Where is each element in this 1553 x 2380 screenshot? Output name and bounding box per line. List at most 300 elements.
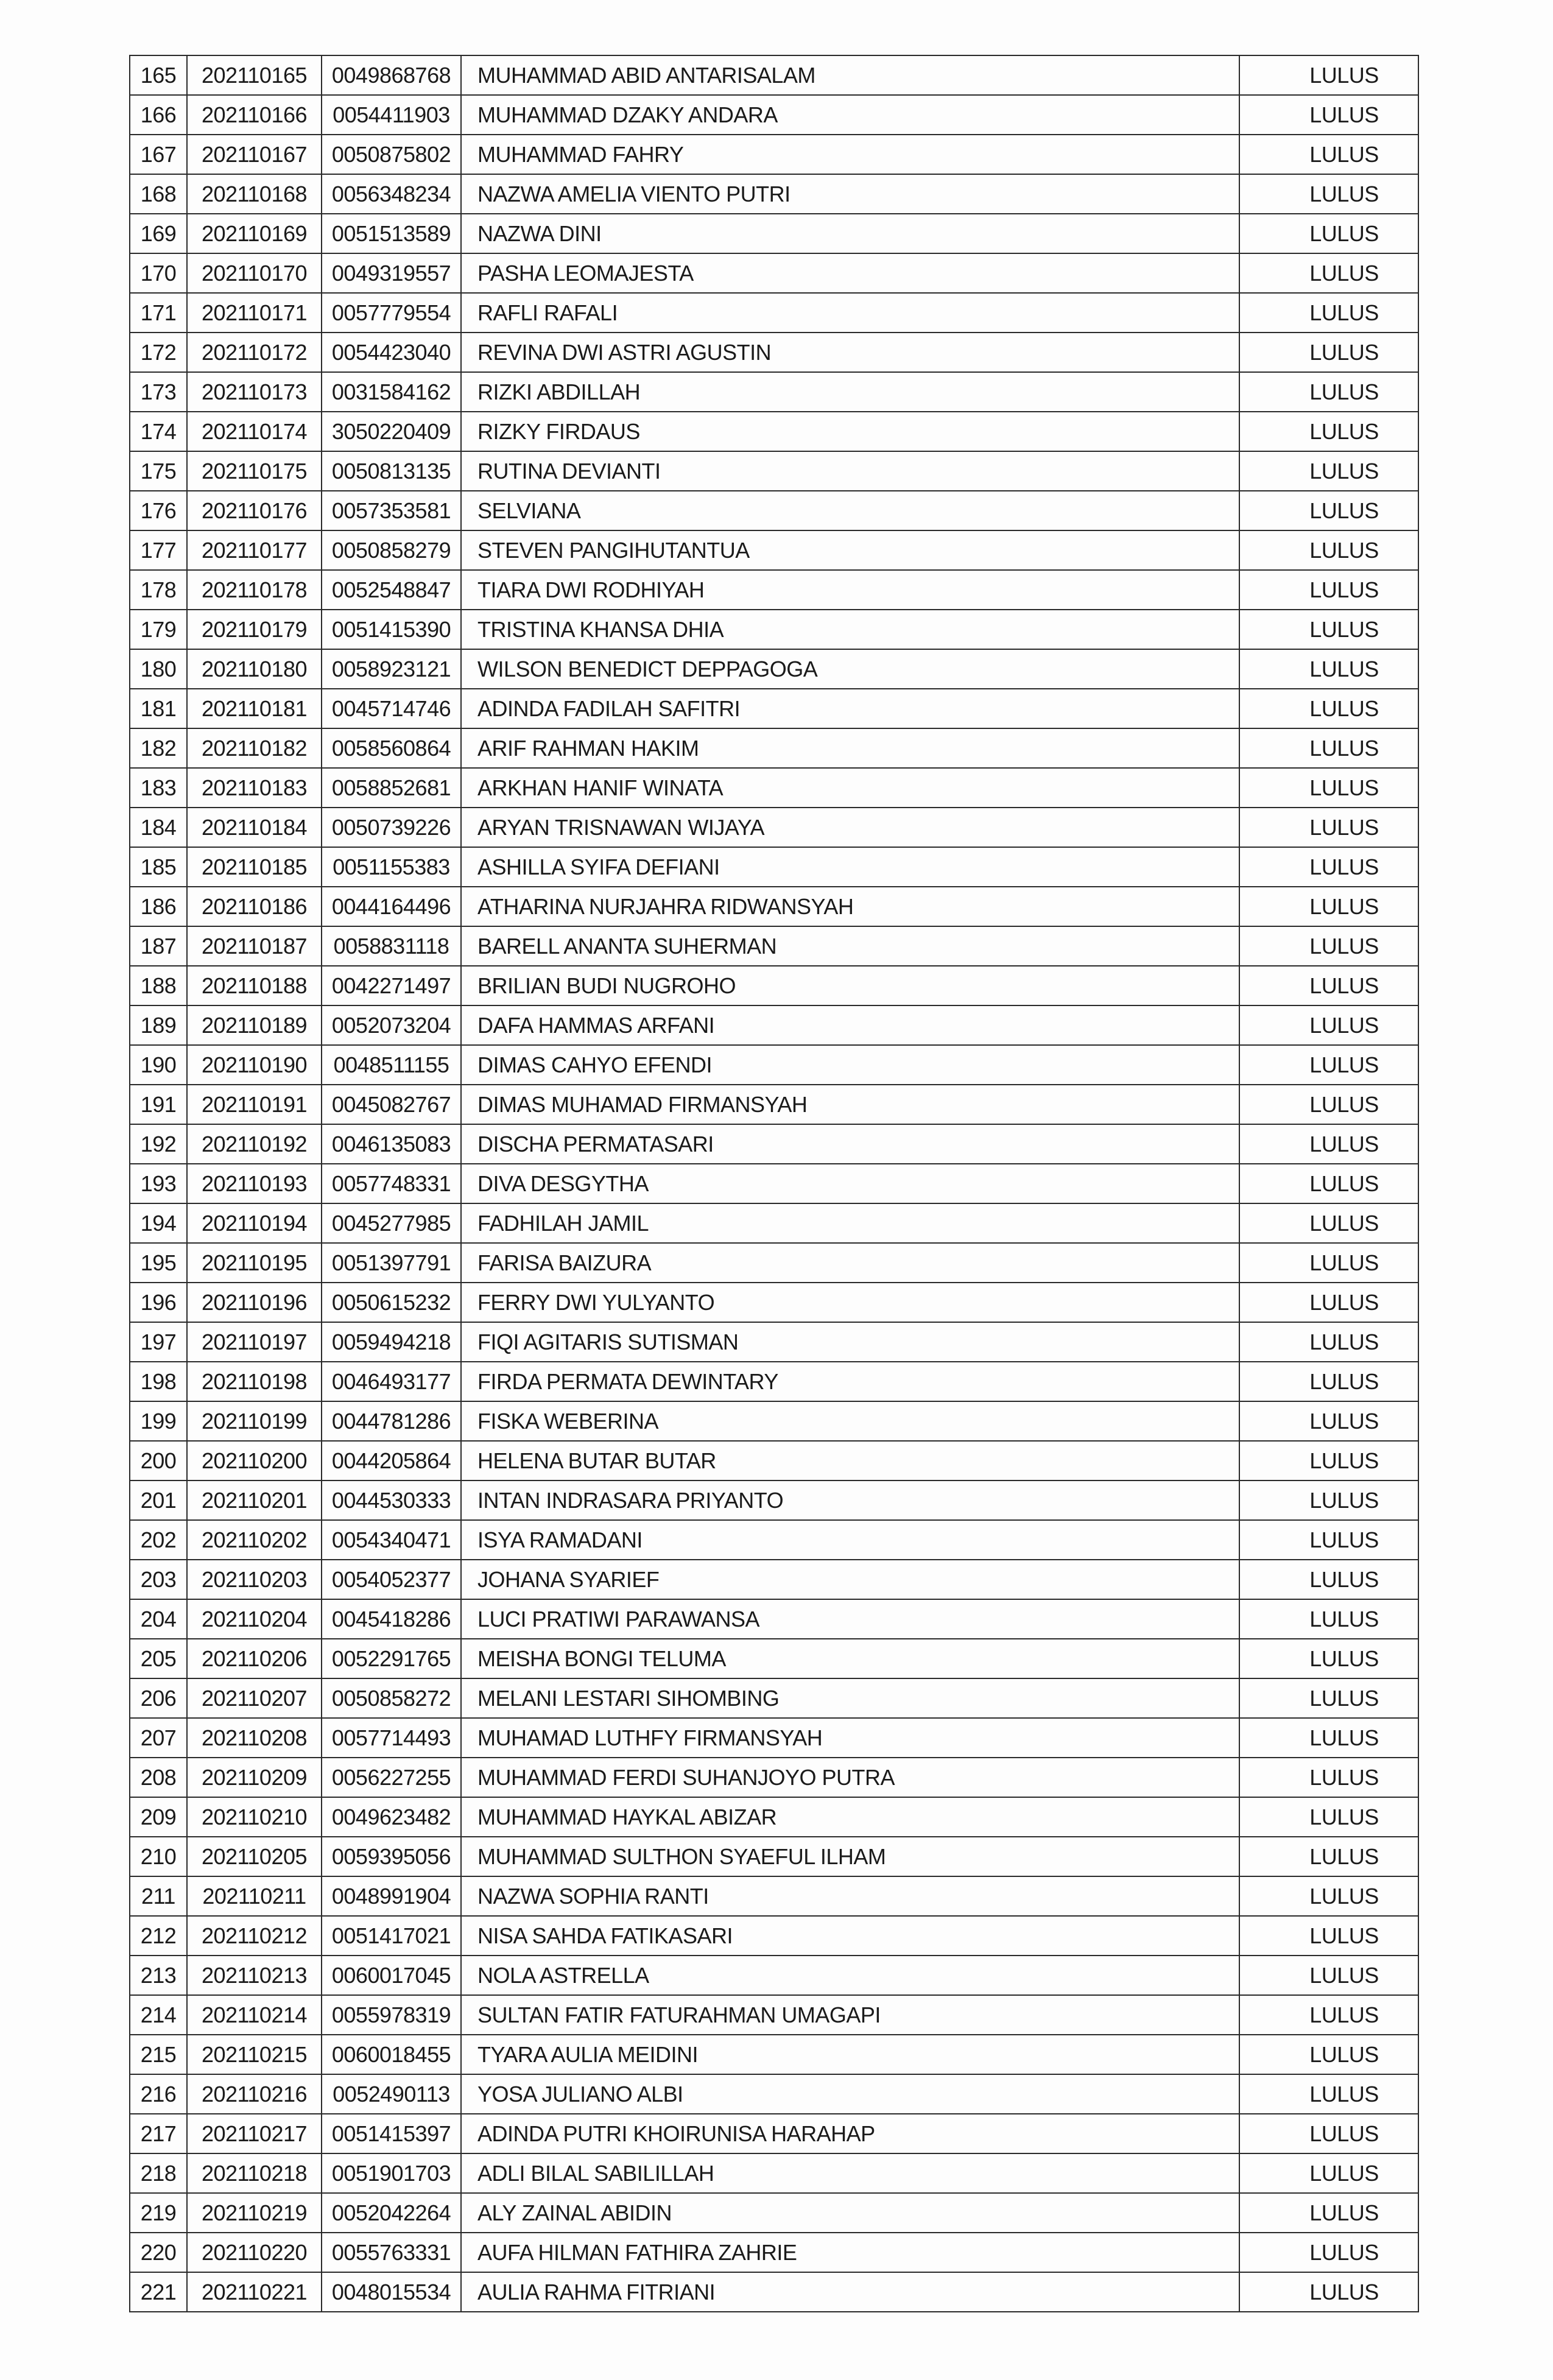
status-cell: LULUS — [1239, 2193, 1418, 2233]
status-cell: LULUS — [1239, 1362, 1418, 1401]
row-number-cell: 219 — [130, 2193, 187, 2233]
student-name-cell: DIMAS CAHYO EFENDI — [461, 1045, 1239, 1085]
national-id-cell: 0052291765 — [322, 1639, 461, 1678]
student-name-cell: AULIA RAHMA FITRIANI — [461, 2272, 1239, 2312]
student-name-cell: YOSA JULIANO ALBI — [461, 2074, 1239, 2114]
student-id-cell: 202110190 — [187, 1045, 322, 1085]
status-cell: LULUS — [1239, 1916, 1418, 1956]
row-number-cell: 211 — [130, 1876, 187, 1916]
student-name-cell: ARKHAN HANIF WINATA — [461, 768, 1239, 808]
row-number-cell: 194 — [130, 1203, 187, 1243]
student-id-cell: 202110183 — [187, 768, 322, 808]
student-id-cell: 202110217 — [187, 2114, 322, 2153]
national-id-cell: 0052490113 — [322, 2074, 461, 2114]
row-number-cell: 208 — [130, 1758, 187, 1797]
status-cell: LULUS — [1239, 214, 1418, 253]
status-cell: LULUS — [1239, 135, 1418, 174]
status-cell: LULUS — [1239, 2153, 1418, 2193]
table-row — [130, 214, 1418, 253]
row-number-cell: 185 — [130, 847, 187, 887]
student-id-cell: 202110186 — [187, 887, 322, 926]
student-id-cell: 202110203 — [187, 1560, 322, 1599]
student-id-cell: 202110201 — [187, 1480, 322, 1520]
table-row — [130, 372, 1418, 412]
table-row — [130, 1520, 1418, 1560]
status-cell: LULUS — [1239, 2035, 1418, 2074]
national-id-cell: 0057779554 — [322, 293, 461, 333]
row-number-cell: 200 — [130, 1441, 187, 1480]
table-row — [130, 728, 1418, 768]
table-row — [130, 2074, 1418, 2114]
national-id-cell: 0049623482 — [322, 1797, 461, 1837]
status-cell: LULUS — [1239, 1243, 1418, 1283]
row-number-cell: 179 — [130, 610, 187, 649]
row-number-cell: 204 — [130, 1599, 187, 1639]
student-name-cell: MUHAMMAD DZAKY ANDARA — [461, 95, 1239, 135]
status-cell: LULUS — [1239, 728, 1418, 768]
student-id-cell: 202110202 — [187, 1520, 322, 1560]
student-name-cell: WILSON BENEDICT DEPPAGOGA — [461, 649, 1239, 689]
student-name-cell: DISCHA PERMATASARI — [461, 1124, 1239, 1164]
student-name-cell: INTAN INDRASARA PRIYANTO — [461, 1480, 1239, 1520]
national-id-cell: 0045277985 — [322, 1203, 461, 1243]
student-id-cell: 202110189 — [187, 1005, 322, 1045]
student-name-cell: TIARA DWI RODHIYAH — [461, 570, 1239, 610]
row-number-cell: 220 — [130, 2233, 187, 2272]
student-id-cell: 202110196 — [187, 1283, 322, 1322]
table-row — [130, 1322, 1418, 1362]
student-name-cell: NAZWA SOPHIA RANTI — [461, 1876, 1239, 1916]
national-id-cell: 0051415390 — [322, 610, 461, 649]
row-number-cell: 198 — [130, 1362, 187, 1401]
national-id-cell: 0051513589 — [322, 214, 461, 253]
student-id-cell: 202110180 — [187, 649, 322, 689]
student-id-cell: 202110207 — [187, 1678, 322, 1718]
table-row — [130, 1916, 1418, 1956]
student-id-cell: 202110215 — [187, 2035, 322, 2074]
table-row — [130, 1678, 1418, 1718]
table-row — [130, 135, 1418, 174]
national-id-cell: 0057748331 — [322, 1164, 461, 1203]
student-id-cell: 202110200 — [187, 1441, 322, 1480]
student-id-cell: 202110213 — [187, 1956, 322, 1995]
row-number-cell: 167 — [130, 135, 187, 174]
student-id-cell: 202110172 — [187, 333, 322, 372]
student-name-cell: FISKA WEBERINA — [461, 1401, 1239, 1441]
national-id-cell: 0051901703 — [322, 2153, 461, 2193]
student-name-cell: LUCI PRATIWI PARAWANSA — [461, 1599, 1239, 1639]
student-id-cell: 202110197 — [187, 1322, 322, 1362]
national-id-cell: 0056348234 — [322, 174, 461, 214]
table-row — [130, 1045, 1418, 1085]
national-id-cell: 0044781286 — [322, 1401, 461, 1441]
status-cell: LULUS — [1239, 1085, 1418, 1124]
status-cell: LULUS — [1239, 95, 1418, 135]
row-number-cell: 191 — [130, 1085, 187, 1124]
row-number-cell: 181 — [130, 689, 187, 728]
status-cell: LULUS — [1239, 768, 1418, 808]
status-cell: LULUS — [1239, 1401, 1418, 1441]
student-name-cell: NISA SAHDA FATIKASARI — [461, 1916, 1239, 1956]
national-id-cell: 0045418286 — [322, 1599, 461, 1639]
table-row — [130, 412, 1418, 451]
row-number-cell: 177 — [130, 530, 187, 570]
status-cell: LULUS — [1239, 1441, 1418, 1480]
student-id-cell: 202110208 — [187, 1718, 322, 1758]
national-id-cell: 0054052377 — [322, 1560, 461, 1599]
national-id-cell: 0059494218 — [322, 1322, 461, 1362]
status-cell: LULUS — [1239, 1599, 1418, 1639]
national-id-cell: 0049868768 — [322, 55, 461, 95]
status-cell: LULUS — [1239, 2114, 1418, 2153]
student-name-cell: NOLA ASTRELLA — [461, 1956, 1239, 1995]
status-cell: LULUS — [1239, 333, 1418, 372]
status-cell: LULUS — [1239, 1045, 1418, 1085]
student-id-cell: 202110182 — [187, 728, 322, 768]
national-id-cell: 0058852681 — [322, 768, 461, 808]
student-id-cell: 202110181 — [187, 689, 322, 728]
status-cell: LULUS — [1239, 689, 1418, 728]
status-cell: LULUS — [1239, 1995, 1418, 2035]
table-row — [130, 1441, 1418, 1480]
student-name-cell: FARISA BAIZURA — [461, 1243, 1239, 1283]
table-row — [130, 926, 1418, 966]
student-id-cell: 202110168 — [187, 174, 322, 214]
national-id-cell: 0052042264 — [322, 2193, 461, 2233]
row-number-cell: 190 — [130, 1045, 187, 1085]
row-number-cell: 195 — [130, 1243, 187, 1283]
student-name-cell: ALY ZAINAL ABIDIN — [461, 2193, 1239, 2233]
national-id-cell: 0050739226 — [322, 808, 461, 847]
student-name-cell: DAFA HAMMAS ARFANI — [461, 1005, 1239, 1045]
student-name-cell: RUTINA DEVIANTI — [461, 451, 1239, 491]
national-id-cell: 0057714493 — [322, 1718, 461, 1758]
national-id-cell: 0045082767 — [322, 1085, 461, 1124]
student-name-cell: DIMAS MUHAMAD FIRMANSYAH — [461, 1085, 1239, 1124]
student-id-cell: 202110210 — [187, 1797, 322, 1837]
national-id-cell: 0054423040 — [322, 333, 461, 372]
student-id-cell: 202110185 — [187, 847, 322, 887]
row-number-cell: 171 — [130, 293, 187, 333]
status-cell: LULUS — [1239, 1758, 1418, 1797]
national-id-cell: 0050813135 — [322, 451, 461, 491]
student-name-cell: PASHA LEOMAJESTA — [461, 253, 1239, 293]
student-name-cell: TYARA AULIA MEIDINI — [461, 2035, 1239, 2074]
student-id-cell: 202110167 — [187, 135, 322, 174]
status-cell: LULUS — [1239, 2272, 1418, 2312]
table-row — [130, 1283, 1418, 1322]
national-id-cell: 0050858272 — [322, 1678, 461, 1718]
national-id-cell: 0048991904 — [322, 1876, 461, 1916]
row-number-cell: 213 — [130, 1956, 187, 1995]
row-number-cell: 207 — [130, 1718, 187, 1758]
table-row — [130, 1599, 1418, 1639]
national-id-cell: 0044530333 — [322, 1480, 461, 1520]
student-id-cell: 202110211 — [187, 1876, 322, 1916]
student-name-cell: STEVEN PANGIHUTANTUA — [461, 530, 1239, 570]
table-row — [130, 333, 1418, 372]
table-row — [130, 55, 1418, 95]
student-name-cell: SULTAN FATIR FATURAHMAN UMAGAPI — [461, 1995, 1239, 2035]
national-id-cell: 0059395056 — [322, 1837, 461, 1876]
row-number-cell: 216 — [130, 2074, 187, 2114]
student-name-cell: FADHILAH JAMIL — [461, 1203, 1239, 1243]
national-id-cell: 0050875802 — [322, 135, 461, 174]
student-id-cell: 202110178 — [187, 570, 322, 610]
student-name-cell: MUHAMMAD FAHRY — [461, 135, 1239, 174]
table-row — [130, 570, 1418, 610]
student-id-cell: 202110212 — [187, 1916, 322, 1956]
national-id-cell: 0051155383 — [322, 847, 461, 887]
table-row — [130, 1797, 1418, 1837]
table-row — [130, 887, 1418, 926]
status-cell: LULUS — [1239, 1283, 1418, 1322]
row-number-cell: 180 — [130, 649, 187, 689]
table-row — [130, 1995, 1418, 2035]
table-row — [130, 451, 1418, 491]
student-name-cell: FIRDA PERMATA DEWINTARY — [461, 1362, 1239, 1401]
table-row — [130, 174, 1418, 214]
status-cell: LULUS — [1239, 55, 1418, 95]
student-id-cell: 202110188 — [187, 966, 322, 1005]
student-name-cell: MELANI LESTARI SIHOMBING — [461, 1678, 1239, 1718]
row-number-cell: 217 — [130, 2114, 187, 2153]
student-name-cell: FERRY DWI YULYANTO — [461, 1283, 1239, 1322]
student-id-cell: 202110166 — [187, 95, 322, 135]
status-cell: LULUS — [1239, 2074, 1418, 2114]
row-number-cell: 202 — [130, 1520, 187, 1560]
national-id-cell: 0050615232 — [322, 1283, 461, 1322]
student-name-cell: MUHAMMAD FERDI SUHANJOYO PUTRA — [461, 1758, 1239, 1797]
table-row — [130, 2193, 1418, 2233]
row-number-cell: 199 — [130, 1401, 187, 1441]
table-row — [130, 95, 1418, 135]
student-id-cell: 202110171 — [187, 293, 322, 333]
row-number-cell: 175 — [130, 451, 187, 491]
graduation-table — [129, 55, 1419, 2312]
table-body — [130, 55, 1418, 2312]
student-id-cell: 202110169 — [187, 214, 322, 253]
student-id-cell: 202110221 — [187, 2272, 322, 2312]
national-id-cell: 0046135083 — [322, 1124, 461, 1164]
status-cell: LULUS — [1239, 847, 1418, 887]
status-cell: LULUS — [1239, 1005, 1418, 1045]
row-number-cell: 212 — [130, 1916, 187, 1956]
row-number-cell: 205 — [130, 1639, 187, 1678]
national-id-cell: 0044205864 — [322, 1441, 461, 1480]
student-id-cell: 202110177 — [187, 530, 322, 570]
row-number-cell: 189 — [130, 1005, 187, 1045]
table-row — [130, 966, 1418, 1005]
row-number-cell: 197 — [130, 1322, 187, 1362]
status-cell: LULUS — [1239, 293, 1418, 333]
table-row — [130, 2272, 1418, 2312]
row-number-cell: 206 — [130, 1678, 187, 1718]
status-cell: LULUS — [1239, 1124, 1418, 1164]
row-number-cell: 176 — [130, 491, 187, 530]
status-cell: LULUS — [1239, 1837, 1418, 1876]
table-row — [130, 1401, 1418, 1441]
table-row — [130, 1124, 1418, 1164]
table-row — [130, 2114, 1418, 2153]
table-row — [130, 1085, 1418, 1124]
table-row — [130, 610, 1418, 649]
national-id-cell: 0058560864 — [322, 728, 461, 768]
status-cell: LULUS — [1239, 610, 1418, 649]
row-number-cell: 184 — [130, 808, 187, 847]
student-name-cell: FIQI AGITARIS SUTISMAN — [461, 1322, 1239, 1362]
student-id-cell: 202110191 — [187, 1085, 322, 1124]
status-cell: LULUS — [1239, 1520, 1418, 1560]
student-name-cell: BARELL ANANTA SUHERMAN — [461, 926, 1239, 966]
student-name-cell: NAZWA AMELIA VIENTO PUTRI — [461, 174, 1239, 214]
student-id-cell: 202110220 — [187, 2233, 322, 2272]
student-id-cell: 202110219 — [187, 2193, 322, 2233]
student-id-cell: 202110218 — [187, 2153, 322, 2193]
status-cell: LULUS — [1239, 1956, 1418, 1995]
table-row — [130, 649, 1418, 689]
student-name-cell: REVINA DWI ASTRI AGUSTIN — [461, 333, 1239, 372]
status-cell: LULUS — [1239, 808, 1418, 847]
status-cell: LULUS — [1239, 1639, 1418, 1678]
row-number-cell: 201 — [130, 1480, 187, 1520]
student-id-cell: 202110199 — [187, 1401, 322, 1441]
row-number-cell: 193 — [130, 1164, 187, 1203]
student-name-cell: BRILIAN BUDI NUGROHO — [461, 966, 1239, 1005]
row-number-cell: 210 — [130, 1837, 187, 1876]
status-cell: LULUS — [1239, 926, 1418, 966]
national-id-cell: 0057353581 — [322, 491, 461, 530]
table-row — [130, 1639, 1418, 1678]
student-id-cell: 202110193 — [187, 1164, 322, 1203]
student-name-cell: ISYA RAMADANI — [461, 1520, 1239, 1560]
row-number-cell: 182 — [130, 728, 187, 768]
row-number-cell: 221 — [130, 2272, 187, 2312]
status-cell: LULUS — [1239, 530, 1418, 570]
row-number-cell: 178 — [130, 570, 187, 610]
student-name-cell: JOHANA SYARIEF — [461, 1560, 1239, 1599]
table-row — [130, 1243, 1418, 1283]
student-id-cell: 202110187 — [187, 926, 322, 966]
national-id-cell: 0055763331 — [322, 2233, 461, 2272]
national-id-cell: 0055978319 — [322, 1995, 461, 2035]
table-row — [130, 1560, 1418, 1599]
row-number-cell: 192 — [130, 1124, 187, 1164]
student-name-cell: ADLI BILAL SABILILLAH — [461, 2153, 1239, 2193]
student-name-cell: MUHAMMAD HAYKAL ABIZAR — [461, 1797, 1239, 1837]
table-row — [130, 1956, 1418, 1995]
student-id-cell: 202110184 — [187, 808, 322, 847]
student-name-cell: ADINDA PUTRI KHOIRUNISA HARAHAP — [461, 2114, 1239, 2153]
student-name-cell: ARIF RAHMAN HAKIM — [461, 728, 1239, 768]
student-name-cell: ADINDA FADILAH SAFITRI — [461, 689, 1239, 728]
student-id-cell: 202110179 — [187, 610, 322, 649]
student-id-cell: 202110176 — [187, 491, 322, 530]
table-row — [130, 1362, 1418, 1401]
student-id-cell: 202110192 — [187, 1124, 322, 1164]
row-number-cell: 172 — [130, 333, 187, 372]
student-name-cell: RAFLI RAFALI — [461, 293, 1239, 333]
national-id-cell: 0045714746 — [322, 689, 461, 728]
row-number-cell: 183 — [130, 768, 187, 808]
table-row — [130, 2035, 1418, 2074]
national-id-cell: 0058831118 — [322, 926, 461, 966]
student-id-cell: 202110206 — [187, 1639, 322, 1678]
national-id-cell: 0060018455 — [322, 2035, 461, 2074]
national-id-cell: 0051397791 — [322, 1243, 461, 1283]
status-cell: LULUS — [1239, 174, 1418, 214]
national-id-cell: 0056227255 — [322, 1758, 461, 1797]
table-row — [130, 1164, 1418, 1203]
status-cell: LULUS — [1239, 412, 1418, 451]
row-number-cell: 165 — [130, 55, 187, 95]
student-name-cell: MUHAMAD LUTHFY FIRMANSYAH — [461, 1718, 1239, 1758]
table-row — [130, 2153, 1418, 2193]
status-cell: LULUS — [1239, 966, 1418, 1005]
student-id-cell: 202110198 — [187, 1362, 322, 1401]
status-cell: LULUS — [1239, 1322, 1418, 1362]
national-id-cell: 0050858279 — [322, 530, 461, 570]
national-id-cell: 0046493177 — [322, 1362, 461, 1401]
national-id-cell: 0048511155 — [322, 1045, 461, 1085]
status-cell: LULUS — [1239, 1480, 1418, 1520]
student-id-cell: 202110174 — [187, 412, 322, 451]
student-name-cell: ARYAN TRISNAWAN WIJAYA — [461, 808, 1239, 847]
status-cell: LULUS — [1239, 1164, 1418, 1203]
national-id-cell: 0054411903 — [322, 95, 461, 135]
student-name-cell: TRISTINA KHANSA DHIA — [461, 610, 1239, 649]
table-row — [130, 293, 1418, 333]
row-number-cell: 173 — [130, 372, 187, 412]
table-row — [130, 1480, 1418, 1520]
row-number-cell: 196 — [130, 1283, 187, 1322]
status-cell: LULUS — [1239, 570, 1418, 610]
student-id-cell: 202110165 — [187, 55, 322, 95]
student-name-cell: AUFA HILMAN FATHIRA ZAHRIE — [461, 2233, 1239, 2272]
national-id-cell: 0031584162 — [322, 372, 461, 412]
row-number-cell: 188 — [130, 966, 187, 1005]
student-name-cell: NAZWA DINI — [461, 214, 1239, 253]
table-row — [130, 1203, 1418, 1243]
table-row — [130, 253, 1418, 293]
national-id-cell: 0054340471 — [322, 1520, 461, 1560]
row-number-cell: 187 — [130, 926, 187, 966]
national-id-cell: 0042271497 — [322, 966, 461, 1005]
table-row — [130, 1758, 1418, 1797]
table-row — [130, 768, 1418, 808]
national-id-cell: 3050220409 — [322, 412, 461, 451]
status-cell: LULUS — [1239, 1718, 1418, 1758]
table-row — [130, 1876, 1418, 1916]
row-number-cell: 203 — [130, 1560, 187, 1599]
student-id-cell: 202110175 — [187, 451, 322, 491]
row-number-cell: 169 — [130, 214, 187, 253]
table-row — [130, 530, 1418, 570]
row-number-cell: 170 — [130, 253, 187, 293]
status-cell: LULUS — [1239, 372, 1418, 412]
student-name-cell: ASHILLA SYIFA DEFIANI — [461, 847, 1239, 887]
student-name-cell: RIZKY FIRDAUS — [461, 412, 1239, 451]
student-id-cell: 202110204 — [187, 1599, 322, 1639]
row-number-cell: 215 — [130, 2035, 187, 2074]
row-number-cell: 218 — [130, 2153, 187, 2193]
student-name-cell: DIVA DESGYTHA — [461, 1164, 1239, 1203]
status-cell: LULUS — [1239, 1203, 1418, 1243]
table-row — [130, 2233, 1418, 2272]
national-id-cell: 0058923121 — [322, 649, 461, 689]
status-cell: LULUS — [1239, 253, 1418, 293]
national-id-cell: 0044164496 — [322, 887, 461, 926]
